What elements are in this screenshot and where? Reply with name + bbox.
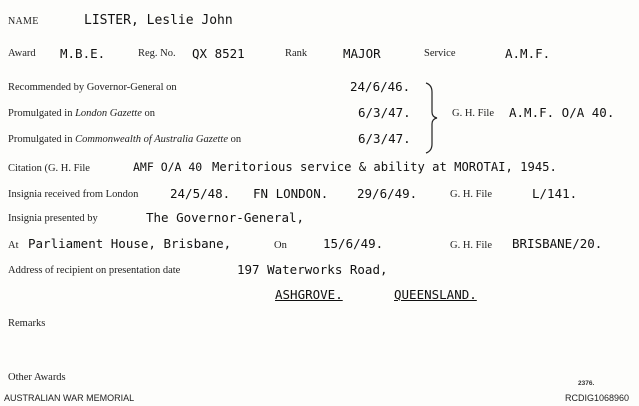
on-label: On	[274, 240, 287, 251]
insignia-presented-label: Insignia presented by	[8, 213, 98, 224]
service-value: A.M.F.	[505, 46, 551, 61]
card-number: 2376.	[578, 380, 595, 387]
rank-value: MAJOR	[343, 46, 381, 61]
gh-file-value-1: A.M.F. O/A 40.	[509, 105, 615, 120]
award-value: M.B.E.	[60, 46, 106, 61]
reg-no-value: QX 8521	[192, 46, 245, 61]
gh-file-label-3: G. H. File	[450, 240, 492, 251]
aus-gazette-label: Promulgated in Commonwealth of Australia Gazette on	[8, 134, 242, 145]
reg-no-label: Reg. No.	[138, 48, 176, 59]
presented-by-value: The Governor-General,	[146, 210, 305, 225]
london-gazette-date: 6/3/47.	[358, 105, 411, 120]
address-line1: 197 Waterworks Road,	[237, 262, 388, 277]
name-value: LISTER, Leslie John	[84, 13, 233, 28]
insignia-received-note: FN LONDON.	[253, 186, 329, 201]
other-awards-label: Other Awards	[8, 372, 66, 383]
name-label: NAME	[8, 16, 39, 27]
address-label: Address of recipient on presentation date	[8, 265, 181, 276]
insignia-received-date2: 29/6/49.	[357, 186, 418, 201]
at-label: At	[8, 240, 19, 251]
insignia-received-date: 24/5/48.	[170, 186, 231, 201]
insignia-received-label: Insignia received from London	[8, 189, 139, 200]
award-label: Award	[8, 48, 36, 59]
citation-text: Meritorious service & ability at MOROTAI, 1945.	[212, 160, 557, 174]
remarks-label: Remarks	[8, 318, 46, 329]
institution-footer: AUSTRALIAN WAR MEMORIAL	[4, 393, 135, 403]
london-gazette-label: Promulgated in London Gazette on	[8, 108, 155, 119]
recommended-date: 24/6/46.	[350, 79, 411, 94]
aus-gazette-date: 6/3/47.	[358, 131, 411, 146]
gh-file-value-3: BRISBANE/20.	[512, 236, 603, 251]
gh-file-label-1: G. H. File	[452, 108, 494, 119]
brace-icon	[423, 82, 439, 154]
at-place-value: Parliament House, Brisbane,	[28, 236, 232, 251]
rank-label: Rank	[285, 48, 308, 59]
citation-file: AMF O/A 40	[133, 160, 203, 174]
on-date-value: 15/6/49.	[323, 236, 384, 251]
address-state: QUEENSLAND.	[394, 287, 477, 302]
catalogue-id: RCDIG1068960	[565, 393, 630, 403]
citation-label: Citation (G. H. File	[8, 163, 90, 174]
gh-file-label-2: G. H. File	[450, 189, 492, 200]
service-label: Service	[424, 48, 456, 59]
address-suburb: ASHGROVE.	[275, 287, 343, 302]
recommended-label: Recommended by Governor-General on	[8, 82, 177, 93]
gh-file-value-2: L/141.	[532, 186, 578, 201]
